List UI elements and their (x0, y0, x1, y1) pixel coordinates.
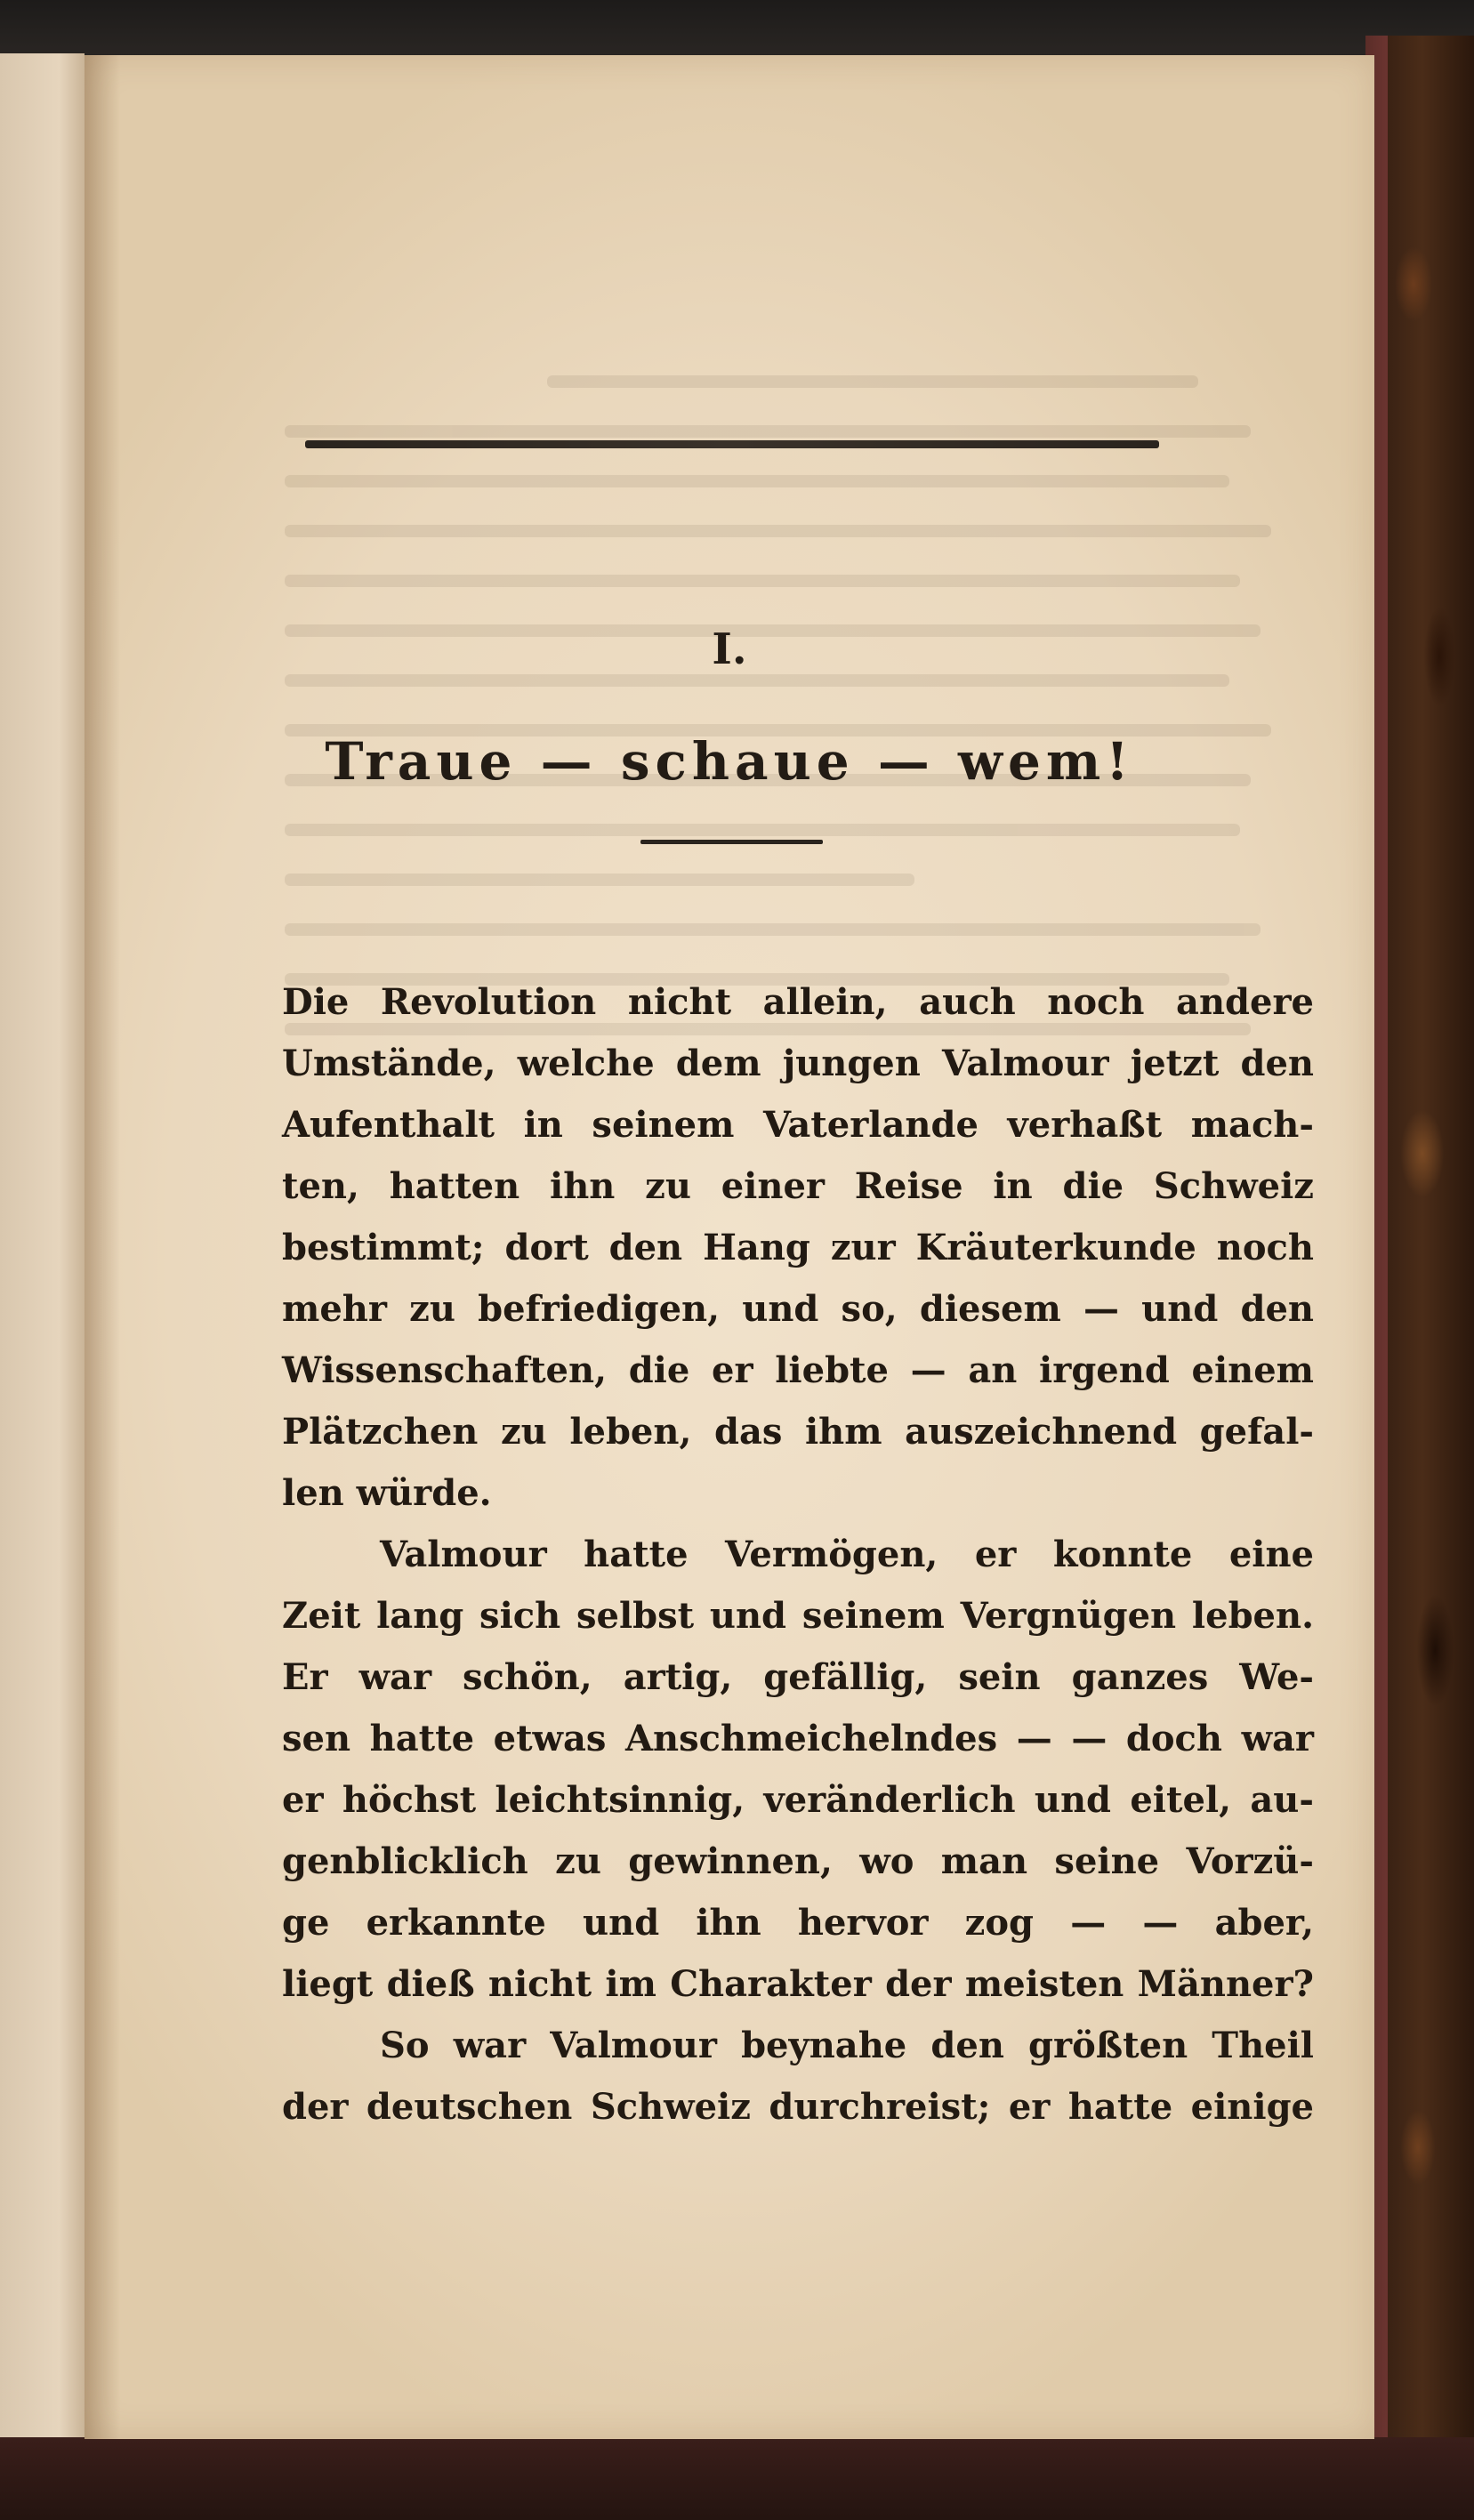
gutter-shadow (85, 55, 120, 2439)
text-line: Plätzchen zu leben, das ihm auszeichnend gefal- (282, 1411, 1314, 1453)
chapter-number: I. (712, 624, 747, 674)
book-page (85, 55, 1374, 2439)
title-underline-rule (640, 840, 823, 844)
scanner-background-bottom (0, 2437, 1474, 2520)
text-line: liegt dieß nicht im Charakter der meisten Männer? (282, 1963, 1314, 2005)
paragraph (282, 1524, 1314, 2015)
text-line: ge erkannte und ihn hervor zog — — aber, (282, 1902, 1314, 1944)
text-line: bestimmt; dort den Hang zur Kräuterkunde noch (282, 1227, 1314, 1268)
text-line: mehr zu befriedigen, und so, diesem — und den (282, 1288, 1314, 1330)
text-line: Die Revolution nicht allein, auch noch andere (282, 981, 1314, 1023)
text-line: Wissenschaften, die er liebte — an irgend einem (282, 1349, 1314, 1391)
text-line: genblicklich zu gewinnen, wo man seine Vorzü- (282, 1840, 1314, 1882)
text-line: er höchst leichtsinnig, veränderlich und eitel, au- (282, 1779, 1314, 1821)
text-line: der deutschen Schweiz durchreist; er hatte einige (282, 2086, 1314, 2128)
text-line: Er war schön, artig, gefällig, sein ganzes We- (282, 1656, 1314, 1698)
paragraph (282, 2015, 1314, 2138)
marbled-cover-board (1388, 36, 1474, 2520)
text-line: Valmour hatte Vermögen, er konnte eine (380, 1534, 1314, 1575)
header-rule (305, 440, 1159, 448)
paragraph (282, 971, 1314, 1524)
text-line: ten, hatten ihn zu einer Reise in die Schweiz (282, 1165, 1314, 1207)
text-line: So war Valmour beynahe den größten Theil (380, 2025, 1314, 2066)
body-text (282, 971, 1314, 2138)
scanner-background-top (0, 0, 1474, 62)
facing-page-edge (0, 53, 85, 2446)
text-line: Umstände, welche dem jungen Valmour jetzt den (282, 1043, 1314, 1084)
text-line: Zeit lang sich selbst und seinem Vergnügen leben. (282, 1595, 1314, 1637)
text-line: sen hatte etwas Anschmeichelndes — — doch war (282, 1718, 1314, 1759)
text-line: Aufenthalt in seinem Vaterlande verhaßt mach- (282, 1104, 1314, 1146)
text-line: len würde. (282, 1472, 492, 1514)
chapter-title: Traue — schaue — wem! (325, 731, 1134, 792)
